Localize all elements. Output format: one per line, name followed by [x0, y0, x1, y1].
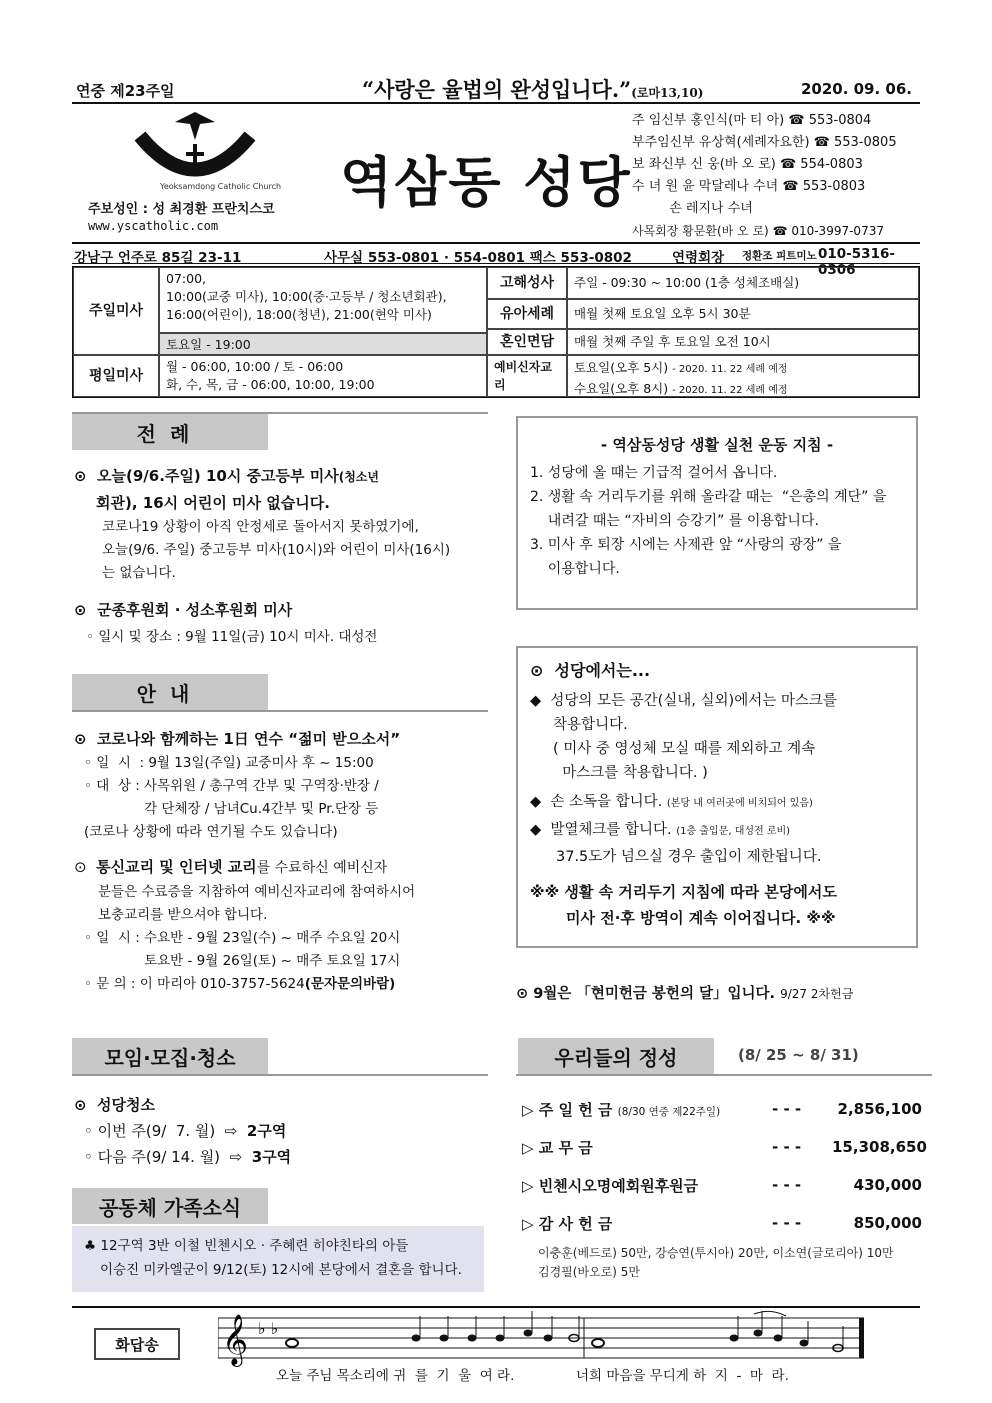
motto: “사랑은 율법의 완성입니다.”(로마13,10) — [362, 77, 704, 102]
psalm-lyrics-2: 너희 마음을 무디게 하 지 - 마 라. — [576, 1368, 789, 1384]
infant-baptism-time: 매월 첫째 토요일 오후 5시 30분 — [567, 299, 919, 329]
infant-baptism-label: 유아세례 — [487, 299, 567, 329]
svg-text:♭ ♭: ♭ ♭ — [258, 1319, 279, 1338]
contact-bar — [72, 242, 920, 278]
svg-text:𝄞: 𝄞 — [222, 1314, 249, 1365]
divider — [72, 1074, 488, 1076]
offering-table — [522, 1090, 927, 1282]
notice-contact: ◦ 문 의 : 이 마리아 010-3757-5624(문자문의바람) — [84, 976, 396, 992]
section-liturgy: 전례 — [72, 414, 268, 450]
psalm-lyrics-1: 오늘 주님 목소리에 귀 를 기 울 여 라. — [276, 1368, 515, 1384]
family-news: ♣ 12구역 3반 이철 빈첸시오 · 주혜련 히야친타의 아들 이승진 미카엘군이 9/12(토) 12시에 본당에서 결혼을 합니다. — [72, 1226, 484, 1292]
offering-row: ▷ 감 사 헌 금 - - - 850,000 — [522, 1214, 922, 1233]
liturgy-item-title-cont: 회관), 16시 어린이 미사 없습니다. — [96, 494, 330, 512]
notice-item-title: ⊙ 통신교리 및 인터넷 교리를 수료하신 예비신자 — [74, 858, 388, 876]
notice-item-body: 분들은 수료증을 지참하여 예비신자교리에 참여하시어 보충교리를 받으셔야 합니다. ◦ 일 시 : 수요반 - 9월 23일(수) ~ 매주 수요일 20시 토요반 - 9월 26일(토) ~ 매주 토요일 17시 — [84, 884, 416, 969]
marriage-time: 매월 첫째 주일 후 토요일 오전 10시 — [567, 329, 919, 355]
month-note: ⊙ 9월은 「현미헌금 봉헌의 달」입니다. 9/27 2차헌금 — [516, 986, 854, 1002]
guidelines-box — [516, 416, 918, 610]
section-notice: 안내 — [72, 674, 268, 710]
divider — [516, 1074, 932, 1076]
staff-row: 손 레지나 수녀 — [632, 201, 753, 216]
sunday-mass-label: 주일미사 — [73, 267, 159, 355]
section-offering: 우리들의 정성 — [518, 1038, 714, 1074]
liturgy-item-title: ⊙ 군종후원회 · 성소후원회 미사 — [74, 601, 293, 619]
liturgy-item-body: 코로나19 상황이 아직 안정세로 돌아서지 못하였기에, 오늘(9/6. 주일) 중고등부 미사(10시)와 어린이 미사(16시) 는 없습니다. — [102, 519, 451, 581]
rules-fever-note: 37.5도가 넘으실 경우 출입이 제한됩니다. — [556, 849, 822, 865]
contact-label: 연령회장 — [672, 250, 725, 266]
church-logo-icon — [130, 108, 260, 188]
cleaning-schedule: ◦ 이번 주(9/ 7. 월) ⇨ 2구역 ◦ 다음 주(9/ 14. 월) ⇨ 3구역 — [84, 1122, 292, 1166]
contact-name: 정환조 피트미노 — [742, 250, 817, 262]
week-label: 연중 제23주일 — [76, 82, 175, 100]
saturday-mass: 토요일 - 19:00 — [159, 333, 487, 355]
rules-title: ⊙ 성당에서는... — [530, 661, 651, 680]
offering-period: (8/ 25 ~ 8/ 31) — [738, 1046, 859, 1064]
staff-row: 주 임신부 홍인식(마 티 아) ☎ 553-0804 — [632, 113, 872, 128]
weekday-mass-label: 평일미사 — [73, 355, 159, 397]
cleaning-title: ⊙ 성당청소 — [74, 1096, 155, 1114]
catechumen-label: 예비신자교리 — [487, 355, 567, 397]
notice-item-body: ◦ 일 시 : 9월 13일(주일) 교중미사 후 ~ 15:00 ◦ 대 상 : 사목위원 / 총구역 간부 및 구역장·반장 / 각 단체장 / 남녀Cu.4간부 및 Pr.단장 등 (코로나 상황에 따라 연기될 수도 있습니다) — [84, 755, 379, 840]
cleaning-content — [74, 1094, 490, 1170]
church-rules-box — [516, 646, 918, 948]
liturgy-item-title: ⊙ 오늘(9/6.주일) 10시 중고등부 미사(청소년 — [74, 467, 379, 485]
section-meeting: 모임·모집·청소 — [72, 1038, 268, 1074]
notice-item-title: ⊙ 코로나와 함께하는 1日 연수 “젊미 받으소서” — [74, 730, 401, 748]
weekday-mass-times: 월 - 06:00, 10:00 / 토 - 06:00 화, 수, 목, 금 - 06:00, 10:00, 19:00 — [159, 355, 487, 397]
staff-row: 부주임신부 유상혁(세례자요한) ☎ 553-0805 — [632, 135, 897, 150]
offering-row: ▷ 주 일 헌 금 (8/30 연중 제22주일) - - - 2,856,100 — [522, 1100, 922, 1119]
psalm-label: 화답송 — [94, 1328, 180, 1360]
guidelines-title: - 역삼동성당 생활 실천 운동 지침 - — [600, 436, 834, 454]
mass-schedule-table — [72, 266, 920, 398]
rules-mask: ◆ 성당의 모든 공간(실내, 실외)에서는 마스크를 착용합니다. ( 미사 중 영성체 모실 때를 제외하고 계속 마스크를 착용합니다. ) — [530, 693, 837, 781]
catechumen-times: 토요일(오후 5시) - 2020. 11. 22 세례 예정 수요일(오후 8시) - 2020. 11. 22 세례 예정 — [567, 355, 919, 397]
website-link[interactable]: www.yscatholic.com — [88, 219, 219, 233]
church-name: 역삼동 성당 — [340, 150, 632, 214]
rules-fever: ◆ 발열체크를 합니다. (1층 출입문, 대성전 로비) — [530, 822, 791, 838]
address: 강남구 언주로 85길 23-11 — [74, 250, 242, 266]
section-family: 공동체 가족소식 — [72, 1188, 268, 1224]
staff-list — [632, 110, 922, 242]
confession-label: 고해성사 — [487, 267, 567, 299]
logo-caption: Yeoksamdong Catholic Church — [160, 182, 282, 191]
liturgy-item-body: ◦ 일시 및 장소 : 9월 11일(금) 10시 미사. 대성전 — [86, 629, 378, 645]
staff-row: 수 녀 원 윤 막달레나 수녀 ☎ 553-0803 — [632, 179, 866, 194]
staff-row: 사목회장 황문환(바 오 로) ☎ 010-3997-0737 — [632, 224, 884, 238]
masthead-top — [72, 78, 920, 104]
donor-list: 이충훈(베드로) 50만, 강승연(투시아) 20만, 이소연(글로리아) 10만 김경필(바오로) 5만 — [538, 1246, 894, 1279]
marriage-label: 혼인면담 — [487, 329, 567, 355]
issue-date: 2020. 09. 06. — [800, 80, 912, 98]
offering-row: ▷ 교 무 금 - - - 15,308,650 — [522, 1138, 927, 1157]
rules-footer: ※※ 생활 속 거리두기 지침에 따라 본당에서도 미사 전·후 방역이 계속 이어집니다. ※※ — [530, 883, 837, 927]
offering-row: ▷ 빈첸시오명예회원후원금 - - - 430,000 — [522, 1176, 922, 1195]
divider — [72, 710, 488, 712]
rules-sanitize: ◆ 손 소독을 합니다. (본당 내 여러곳에 비치되어 있음) — [530, 794, 813, 810]
sunday-mass-times: 07:00, 10:00(교중 미사), 10:00(중·고등부 / 청소년회관), 16:00(어린이), 18:00(청년), 21:00(현악 미사) — [159, 267, 487, 333]
contact-phone: 010-5316-0306 — [818, 246, 895, 278]
music-staff-icon — [218, 1308, 868, 1370]
notice-content — [74, 728, 490, 996]
office-phone: 사무실 553-0801 · 554-0801 팩스 553-0802 — [324, 250, 632, 266]
guidelines-list: 1. 성당에 올 때는 기급적 걸어서 옵니다. 2. 생활 속 거리두기를 위해 올라갈 때는 “은총의 계단” 을 내려갈 때는 “자비의 승강기” 를 이용합니다. 3. 미사 후 퇴장 시에는 사제관 앞 “사랑의 광장” 을 이용합니다. — [530, 465, 887, 577]
liturgy-content — [74, 465, 490, 645]
staff-row: 보 좌신부 신 웅(바 오 로) ☎ 554-0803 — [632, 157, 863, 172]
confession-time: 주일 - 09:30 ~ 10:00 (1층 성체조배실) — [567, 267, 919, 299]
patron-saint: 주보성인 : 성 최경환 프란치스코 — [88, 202, 275, 217]
